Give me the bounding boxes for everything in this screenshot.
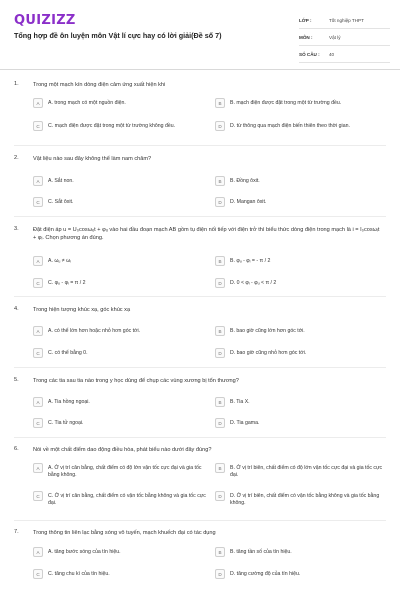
option-letter-box: D xyxy=(215,121,225,131)
option-text: A. Sắt non. xyxy=(48,177,74,184)
option-letter-box: D xyxy=(215,278,225,288)
option-text: C. mạch điện được đặt trong một từ trường không đều. xyxy=(48,122,176,129)
answer-option[interactable] xyxy=(215,397,390,410)
option-letter-box: D xyxy=(215,418,225,428)
question-text: Đặt điện áp u = U₀cosωₑt + φᵤ vào hai đầu đoạn mạch AB gồm tụ điện nối tiếp với điện trở thì biểu thức dòng điện trong mạch là i = I₀cosωᵢt + φᵢ. Chọn phương án đúng. xyxy=(33,227,380,241)
option-letter-box: D xyxy=(215,348,225,358)
answer-option[interactable] xyxy=(215,98,390,111)
question-text: Vật liệu nào sau đây không thể làm nam châm? xyxy=(33,156,152,162)
answer-option[interactable] xyxy=(215,569,390,582)
question-number: 3. xyxy=(14,226,19,232)
option-letter-box: B xyxy=(215,98,225,108)
question-text: Trong thông tin liên lạc bằng sóng vô tuyến, mạch khuếch đại có tác dụng xyxy=(33,530,216,536)
option-text: B. bao giờ cũng lớn hơn góc tới. xyxy=(230,327,305,334)
option-letter-box: C xyxy=(33,491,43,501)
answer-option[interactable] xyxy=(33,98,208,111)
question-number: 7. xyxy=(14,529,19,535)
option-text: C. Sắt ôxit. xyxy=(48,198,74,205)
option-letter-box: B xyxy=(215,176,225,186)
answer-option[interactable] xyxy=(215,326,390,339)
worksheet-header xyxy=(0,0,400,70)
question-text: Nói về một chất điểm dao động điều hòa, phát biểu nào dưới đây đúng? xyxy=(33,447,212,453)
option-text: A. có thể lớn hơn hoặc nhỏ hơn góc tới. xyxy=(48,327,141,334)
question-divider xyxy=(14,520,386,521)
option-letter-box: C xyxy=(33,121,43,131)
meta-row-class xyxy=(299,12,390,29)
answer-option[interactable] xyxy=(33,418,208,431)
worksheet-title: Tổng hợp đề ôn luyện môn Vật lí cực hay có lời giải(Đề số 7) xyxy=(14,31,222,40)
answer-option[interactable] xyxy=(215,348,390,361)
answer-option[interactable] xyxy=(33,463,208,481)
question-divider xyxy=(14,296,386,297)
answer-option[interactable] xyxy=(33,121,203,139)
question-number: 6. xyxy=(14,446,19,452)
meta-row-subject xyxy=(299,29,390,46)
answer-option[interactable] xyxy=(215,197,390,210)
option-text: A. Ở vị trí cân bằng, chất điểm có độ lớn vận tốc cực đại và gia tốc bằng không. xyxy=(48,464,202,478)
option-text: B. mạch điện được đặt trong một từ trường đều. xyxy=(230,99,342,106)
answer-option[interactable] xyxy=(33,256,208,269)
option-letter-box: C xyxy=(33,348,43,358)
question-text: Trong một mạch kín dòng điện cảm ứng xuất hiện khi xyxy=(33,82,166,88)
option-text: B. Tia X. xyxy=(230,398,250,405)
option-text: B. Đồng ôxit. xyxy=(230,177,260,184)
answer-option[interactable] xyxy=(215,176,390,189)
option-text: C. có thể bằng 0. xyxy=(48,349,88,356)
meta-key: MÔN : xyxy=(299,34,313,40)
option-letter-box: A xyxy=(33,256,43,266)
option-text: D. 0 < φᵢ - φᵤ < π / 2 xyxy=(230,279,277,286)
meta-key: SỐ CÂU : xyxy=(299,51,320,57)
answer-option[interactable] xyxy=(33,547,208,560)
meta-row-count xyxy=(299,46,390,63)
question-divider xyxy=(14,367,386,368)
option-letter-box: B xyxy=(215,256,225,266)
meta-value: Tốt nghiệp THPT xyxy=(329,17,364,23)
option-text: A. ωᵤ ≠ ωᵢ xyxy=(48,257,71,264)
option-letter-box: A xyxy=(33,326,43,336)
meta-key: LỚP : xyxy=(299,17,312,23)
option-letter-box: B xyxy=(215,547,225,557)
question-number: 1. xyxy=(14,81,19,87)
option-letter-box: D xyxy=(215,491,225,501)
option-letter-box: C xyxy=(33,418,43,428)
option-text: D. bao giờ cũng nhỏ hơn góc tới. xyxy=(230,349,307,356)
question-text: Trong các tia sau tia nào trong y học dùng để chụp các vùng xương bị tổn thương? xyxy=(33,378,239,384)
option-letter-box: A xyxy=(33,98,43,108)
option-letter-box: D xyxy=(215,569,225,579)
option-text: B. φᵤ - φᵢ = - π / 2 xyxy=(230,257,271,264)
option-text: D. tăng cường độ của tín hiệu. xyxy=(230,570,301,577)
option-letter-box: A xyxy=(33,176,43,186)
answer-option[interactable] xyxy=(215,418,390,431)
answer-option[interactable] xyxy=(33,569,208,582)
answer-option[interactable] xyxy=(33,176,208,189)
answer-option[interactable] xyxy=(215,547,390,560)
option-letter-box: B xyxy=(215,326,225,336)
option-letter-box: A xyxy=(33,463,43,473)
option-text: A. tăng bước sóng của tín hiệu. xyxy=(48,548,121,555)
option-text: B. Ở vị trí biên, chất điểm có độ lớn vận tốc cực đại và gia tốc cực đại. xyxy=(230,464,383,478)
question-number: 2. xyxy=(14,155,19,161)
worksheet-meta xyxy=(299,12,390,63)
option-text: C. Tia tử ngoại. xyxy=(48,419,84,426)
question-divider xyxy=(14,145,386,146)
option-letter-box: B xyxy=(215,463,225,473)
answer-option[interactable] xyxy=(33,278,208,291)
answer-option[interactable] xyxy=(215,256,390,269)
option-letter-box: A xyxy=(33,547,43,557)
option-letter-box: D xyxy=(215,197,225,207)
question-number: 5. xyxy=(14,377,19,383)
answer-option[interactable] xyxy=(215,463,390,481)
option-text: A. Tia hồng ngoại. xyxy=(48,398,90,405)
answer-option[interactable] xyxy=(33,326,208,339)
answer-option[interactable] xyxy=(215,121,380,139)
answer-option[interactable] xyxy=(33,348,208,361)
option-text: A. trong mạch có một nguồn điện. xyxy=(48,99,126,106)
option-text: D. Ở vị trí biên, chất điểm có vận tốc bằng không và gia tốc bằng không. xyxy=(230,492,380,506)
option-text: C. tăng chu kì của tín hiệu. xyxy=(48,570,110,577)
answer-option[interactable] xyxy=(215,278,390,291)
meta-value: Vật lý xyxy=(329,34,341,40)
option-letter-box: B xyxy=(215,397,225,407)
answer-option[interactable] xyxy=(33,197,208,210)
option-letter-box: C xyxy=(33,197,43,207)
option-text: D. Mangan ôxit. xyxy=(230,198,267,205)
option-text: D. Tia gama. xyxy=(230,419,260,426)
option-letter-box: C xyxy=(33,569,43,579)
question-divider xyxy=(14,437,386,438)
question-divider xyxy=(14,216,386,217)
answer-option[interactable] xyxy=(215,491,390,509)
option-letter-box: A xyxy=(33,397,43,407)
option-text: D. từ thông qua mạch điện biến thiên theo thời gian. xyxy=(230,122,350,129)
option-text: B. tăng tần số của tín hiệu. xyxy=(230,548,292,555)
question-number: 4. xyxy=(14,306,19,312)
question-text: Trong hiện tượng khúc xạ, góc khúc xạ xyxy=(33,307,131,313)
option-letter-box: C xyxy=(33,278,43,288)
option-text: C. φᵤ - φᵢ = π / 2 xyxy=(48,279,86,286)
answer-option[interactable] xyxy=(33,491,208,509)
option-text: C. Ở vị trí cân bằng, chất điểm có vận tốc bằng không và gia tốc cực đại. xyxy=(48,492,206,506)
quizizz-logo: QUIZIZZ xyxy=(14,13,76,28)
meta-value: 40 xyxy=(329,51,335,57)
answer-option[interactable] xyxy=(33,397,208,410)
